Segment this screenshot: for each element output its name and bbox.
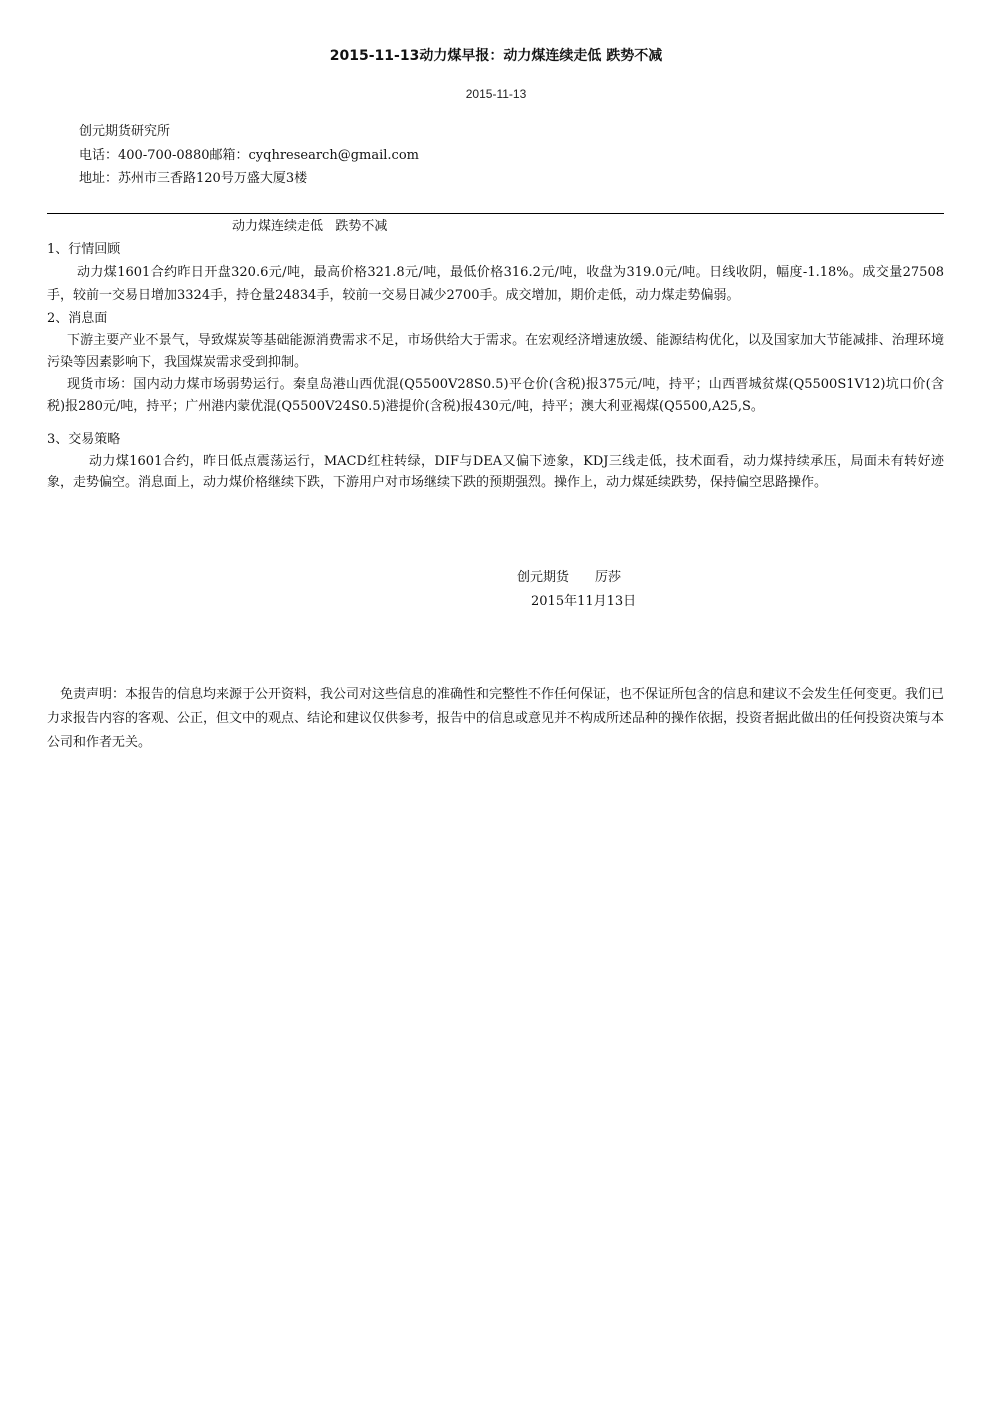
org-contact: 电话：400-700-0880邮箱：cyqhresearch@gmail.com	[79, 147, 419, 163]
org-info-block	[79, 120, 419, 191]
signature-block	[517, 566, 636, 614]
strategy-paragraph: 动力煤1601合约，昨日低点震荡运行，MACD红柱转绿，DIF与DEA又偏下迹象，KDJ三线走低，技术面看，动力煤持续承压，局面未有转好迹象，走势偏空。消息面上，动力煤价格继续下跌，下游用户对市场继续下跌的预期强烈。操作上，动力煤延续跌势，保持偏空思路操作。	[47, 454, 944, 490]
section-heading-news: 2、消息面	[47, 311, 108, 326]
header-divider	[47, 213, 944, 214]
signature-company: 创元期货	[517, 570, 570, 585]
disclaimer-text: 免责声明：本报告的信息均来源于公开资料，我公司对这些信息的准确性和完整性不作任何保证，也不保证所包含的信息和建议不会发生任何变更。我们已力求报告内容的客观、公正，但文中的观点、结论和建议仅供参考，报告中的信息或意见并不构成所述品种的操作依据，投资者据此做出的任何投资决策与本公司和作者无关。	[47, 687, 945, 750]
news-paragraph: 下游主要产业不景气，导致煤炭等基础能源消费需求不足，市场供给大于需求。在宏观经济增速放缓、能源结构优化，以及国家加大节能减排、治理环境污染等因素影响下，我国煤炭需求受到抑制。	[47, 333, 944, 370]
section-spacer	[47, 418, 944, 428]
org-name: 创元期货研究所	[79, 124, 171, 139]
report-title: 2015-11-13动力煤早报：动力煤连续走低 跌势不减	[329, 48, 663, 64]
report-body	[47, 215, 944, 493]
section-heading-market-review: 1、行情回顾	[47, 242, 121, 257]
report-headline: 动力煤连续走低 跌势不减	[232, 219, 388, 234]
spot-market-paragraph: 现货市场：国内动力煤市场弱势运行。秦皇岛港山西优混(Q5500V28S0.5)平仓价(含税)报375元/吨，持平；山西晋城贫煤(Q5500S1V12)坑口价(含税)报280元/吨，持平；广州港内蒙优混(Q5500V24S0.5)港提价(含税)报430元/吨，持平；澳大利亚褐煤(Q5500,A25,S。	[47, 377, 944, 414]
market-review-paragraph: 动力煤1601合约昨日开盘320.6元/吨，最高价格321.8元/吨，最低价格316.2元/吨，收盘为319.0元/吨。日线收阴，幅度-1.18%。成交量27508手，较前一交易日增加3324手，持仓量24834手，较前一交易日减少2700手。成交增加，期价走低，动力煤走势偏弱。	[47, 265, 944, 303]
org-address: 地址：苏州市三香路120号万盛大厦3楼	[79, 171, 308, 186]
signature-line	[517, 566, 636, 590]
report-date: 2015-11-13	[465, 87, 527, 101]
section-heading-strategy: 3、交易策略	[47, 432, 121, 447]
signature-date: 2015年11月13日	[531, 594, 637, 609]
signature-author: 厉莎	[595, 570, 622, 585]
